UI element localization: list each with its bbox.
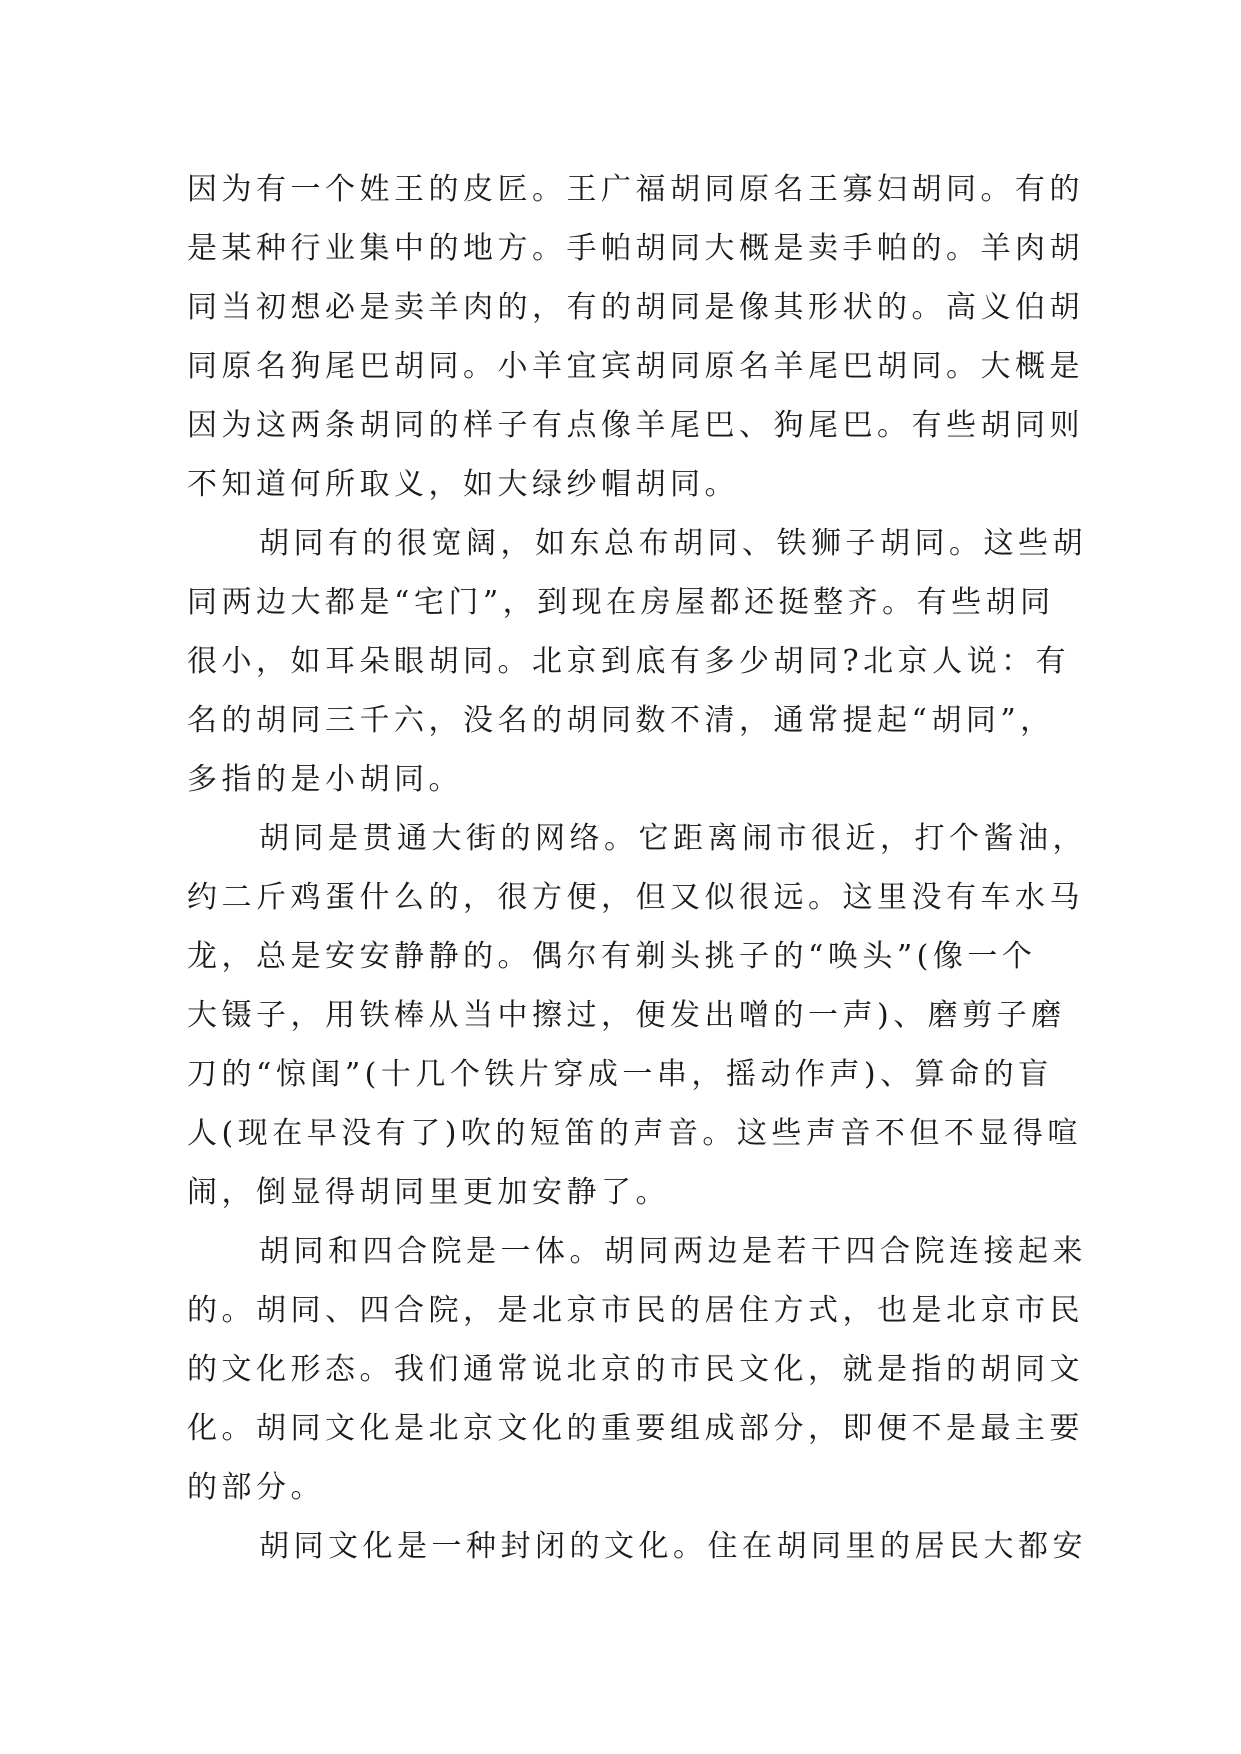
text-line: 是某种行业集中的地方。手帕胡同大概是卖手帕的。羊肉胡 [187,231,1084,266]
text-line: 龙，总是安安静静的。偶尔有剃头挑子的“唤头”(像一个 [187,939,1037,974]
text-line: 人(现在早没有了)吹的短笛的声音。这些声音不但不显得喧 [187,1116,1082,1151]
text-line: 约二斤鸡蛋什么的，很方便，但又似很远。这里没有车水马 [187,880,1084,915]
text-line: 多指的是小胡同。 [187,762,463,797]
text-line: 闹，倒显得胡同里更加安静了。 [187,1175,670,1210]
text-line: 胡同是贯通大街的网络。它距离闹市很近，打个酱油， [259,821,1087,856]
text-line: 的文化形态。我们通常说北京的市民文化，就是指的胡同文 [187,1352,1084,1387]
text-line: 因为这两条胡同的样子有点像羊尾巴、狗尾巴。有些胡同则 [187,408,1084,443]
text-line: 刀的“惊闺”(十几个铁片穿成一串，摇动作声)、算命的盲 [187,1057,1053,1092]
text-line: 因为有一个姓王的皮匠。王广福胡同原名王寡妇胡同。有的 [187,172,1084,207]
text-line: 名的胡同三千六，没名的胡同数不清，通常提起“胡同”， [187,703,1055,738]
text-line: 胡同有的很宽阔，如东总布胡同、铁狮子胡同。这些胡 [259,526,1087,561]
text-line: 胡同文化是一种封闭的文化。住在胡同里的居民大都安 [259,1529,1087,1564]
text-line: 大镊子，用铁棒从当中擦过，便发出噌的一声)、磨剪子磨 [187,998,1066,1033]
body-text [187,160,1087,1576]
text-line: 同当初想必是卖羊肉的，有的胡同是像其形状的。高义伯胡 [187,290,1084,325]
text-line: 很小，如耳朵眼胡同。北京到底有多少胡同?北京人说：有 [187,644,1071,679]
text-line: 不知道何所取义，如大绿纱帽胡同。 [187,467,739,502]
text-line: 的部分。 [187,1470,325,1505]
text-line: 同两边大都是“宅门”，到现在房屋都还挺整齐。有些胡同 [187,585,1055,620]
text-line: 的。胡同、四合院，是北京市民的居住方式，也是北京市民 [187,1293,1084,1328]
text-line: 同原名狗尾巴胡同。小羊宜宾胡同原名羊尾巴胡同。大概是 [187,349,1084,384]
text-line: 胡同和四合院是一体。胡同两边是若干四合院连接起来 [259,1234,1087,1269]
text-line: 化。胡同文化是北京文化的重要组成部分，即便不是最主要 [187,1411,1084,1446]
